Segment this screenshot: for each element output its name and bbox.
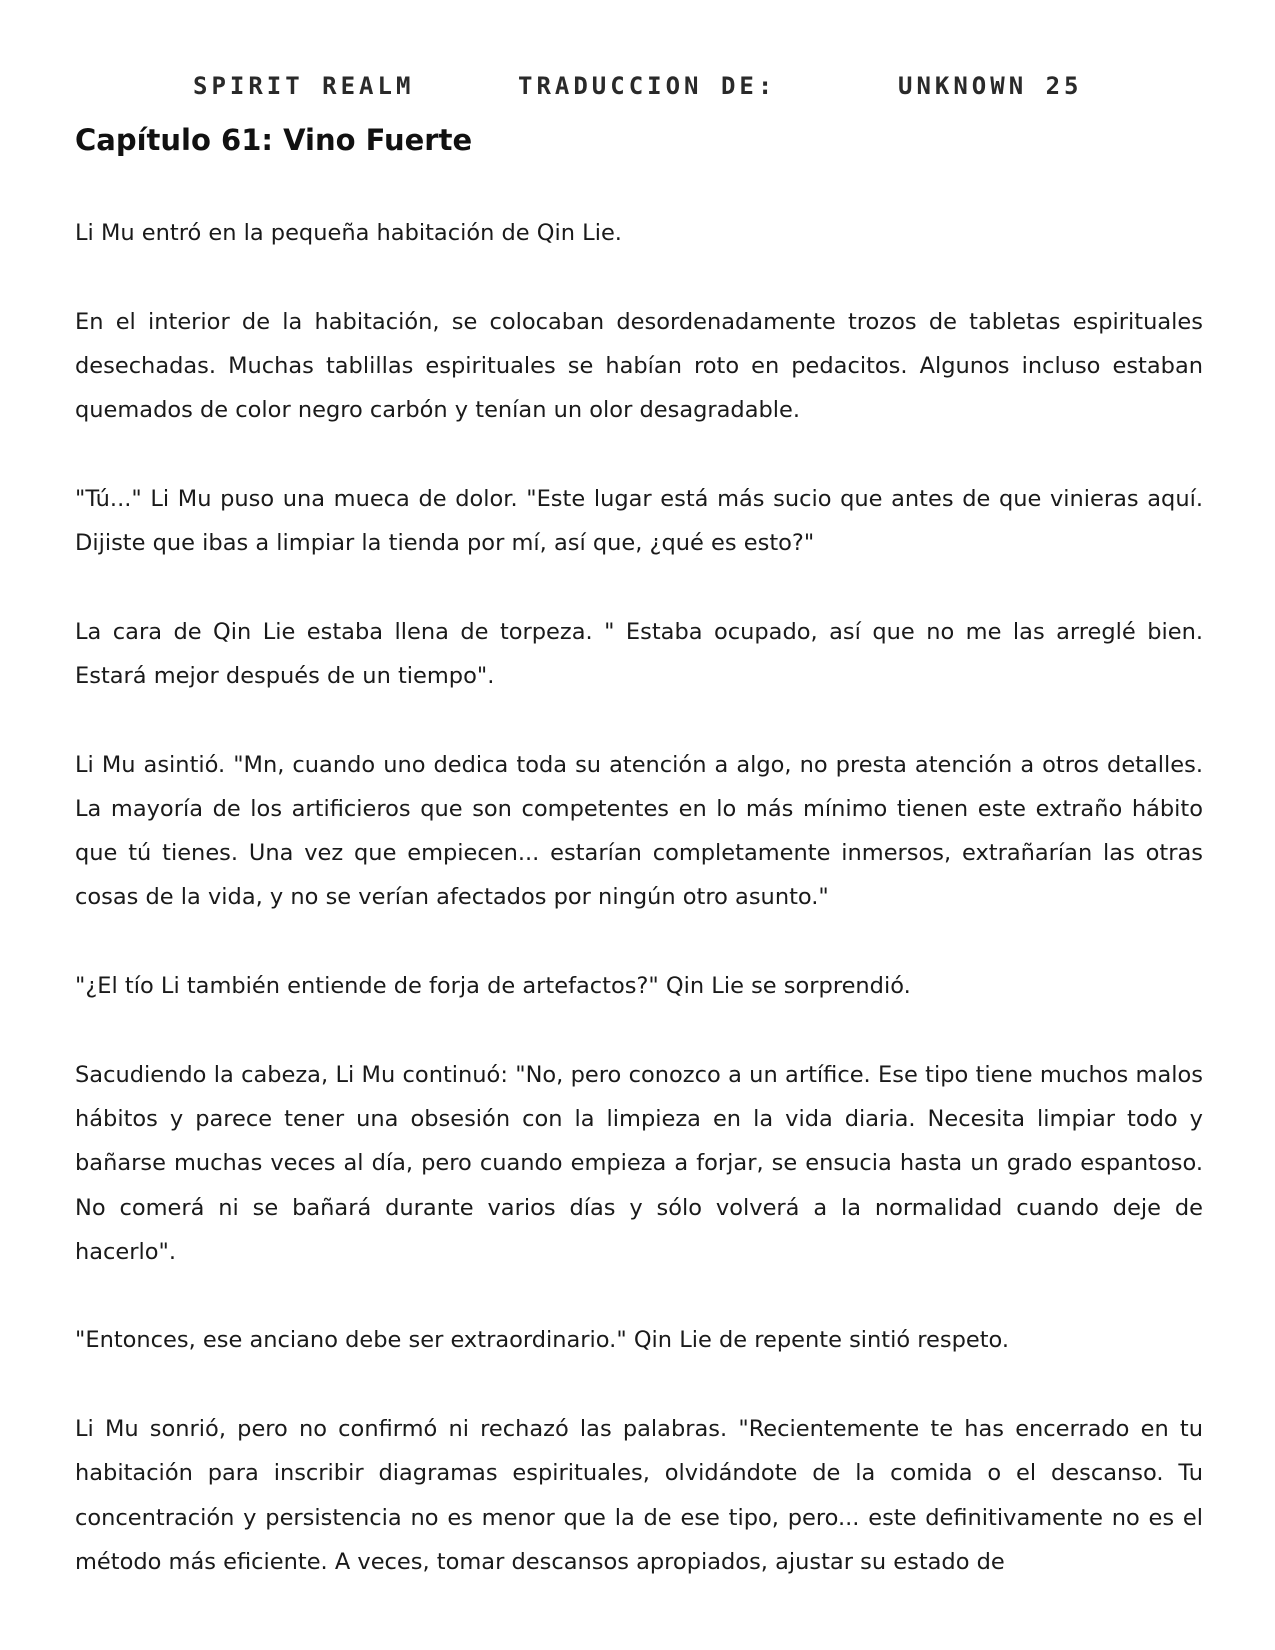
paragraph: En el interior de la habitación, se colocaban desordenadamente trozos de tabletas espirituales desechadas. Muchas tablillas espirituales se habían roto en pedacitos. Algunos incluso estaban quemados de color negro carbón y tenían un olor desagradable.: [75, 308, 1203, 424]
paragraph: "Tú..." Li Mu puso una mueca de dolor. "Este lugar está más sucio que antes de que vinieras aquí. Dijiste que ibas a limpiar la tienda por mí, así que, ¿qué es esto?": [75, 485, 1203, 557]
chapter-title: Capítulo 61: Vino Fuerte: [75, 123, 473, 157]
header-translator-name: UNKNOWN 25: [898, 72, 1083, 100]
paragraph: Li Mu sonrió, pero no confirmó ni rechazó las palabras. "Recientemente te has encerrado en tu habitación para inscribir diagramas espirituales, olvidándote de la comida o el descanso. Tu concentración y persistencia no es menor que la de ese tipo, pero... este definitivamente no es el método más eficiente. A veces, tomar descansos apropiados, ajustar su estado de: [75, 1416, 1203, 1575]
running-header: [75, 72, 1203, 112]
document-page: [75, 0, 1203, 1650]
paragraph: "Entonces, ese anciano debe ser extraordinario." Qin Lie de repente sintió respeto.: [75, 1327, 1010, 1354]
paragraph: La cara de Qin Lie estaba llena de torpeza. " Estaba ocupado, así que no me las arreglé bien. Estará mejor después de un tiempo".: [75, 618, 1203, 689]
chapter-body: [75, 211, 1203, 1629]
header-translation-label: TRADUCCION DE:: [518, 72, 777, 100]
header-series-title: SPIRIT REALM: [193, 72, 415, 100]
paragraph: Sacudiendo la cabeza, Li Mu continuó: "No, pero conozco a un artífice. Ese tipo tiene muchos malos hábitos y parece tener una obsesión con la limpieza en la vida diaria. Necesita limpiar todo y bañarse muchas veces al día, pero cuando empieza a forjar, se ensucia hasta un grado espantoso. No comerá ni se bañará durante varios días y sólo volverá a la normalidad cuando deje de hacerlo".: [75, 1061, 1203, 1265]
paragraph: Li Mu entró en la pequeña habitación de Qin Lie.: [75, 220, 622, 246]
paragraph: Li Mu asintió. "Mn, cuando uno dedica toda su atención a algo, no presta atención a otros detalles. La mayoría de los artificieros que son competentes en lo más mínimo tienen este extraño hábito que tú tienes. Una vez que empiecen... estarían completamente inmersos, extrañarían las otras cosas de la vida, y no se verían afectados por ningún otro asunto.": [75, 751, 1203, 911]
paragraph: "¿El tío Li también entiende de forja de artefactos?" Qin Lie se sorprendió.: [75, 973, 911, 1000]
